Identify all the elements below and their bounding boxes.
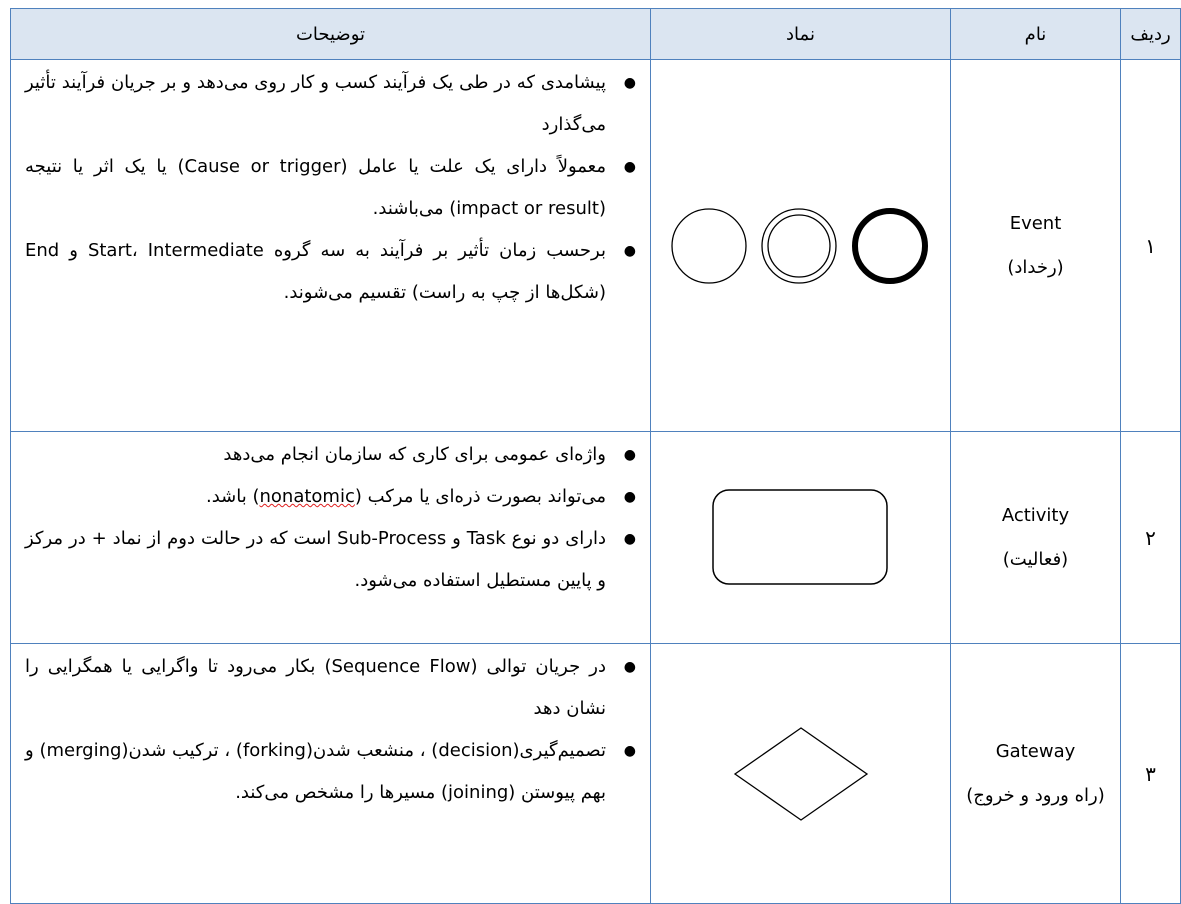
description-cell <box>11 644 651 904</box>
list-item: ● برحسب زمان تأثیر بر فرآیند به سه گروه Start، Intermediate و End (شکل‌ها از چپ به راست) تقسیم می‌شوند. <box>25 230 606 314</box>
list-item <box>25 476 606 518</box>
intermediate-event-outer-circle <box>762 209 836 283</box>
diamond-shape <box>735 728 867 820</box>
element-name-fa: (فعالیت) <box>1002 548 1069 570</box>
element-name-cell <box>951 60 1121 432</box>
table-row <box>11 432 1181 644</box>
row-number: ۲ <box>1121 432 1181 644</box>
symbol-cell <box>651 60 951 432</box>
element-name-en: Gateway <box>995 740 1076 762</box>
list-item: ● واژه‌ای عمومی برای کاری که سازمان انجام می‌دهد <box>25 434 606 476</box>
row-number: ۳ <box>1121 644 1181 904</box>
element-name-fa: (راه ورود و خروج) <box>966 784 1105 806</box>
start-event-circle <box>672 209 746 283</box>
symbol-cell <box>651 644 951 904</box>
description-cell <box>11 432 651 644</box>
list-item-text-after: ) باشد. <box>205 486 260 507</box>
header-name: نام <box>951 9 1121 60</box>
element-name-en: Activity <box>1001 504 1070 526</box>
header-description: توضیحات <box>11 9 651 60</box>
rounded-rectangle-shape <box>713 490 887 584</box>
header-row-number: ردیف <box>1121 9 1181 60</box>
header-row <box>11 9 1181 60</box>
end-event-circle <box>855 211 925 281</box>
description-list <box>25 646 640 814</box>
spellcheck-flagged-word: nonatomic <box>259 486 355 507</box>
list-item: ● معمولاً دارای یک علت یا عامل (Cause or trigger) یا یک اثر یا نتیجه (impact or result) می‌باشند. <box>25 146 606 230</box>
gateway-diamond-icon <box>731 726 871 822</box>
event-circles-icon <box>666 201 936 291</box>
description-cell <box>11 60 651 432</box>
list-item: ● دارای دو نوع Task و Sub-Process است که در حالت دوم از نماد + در مرکز و پایین مستطیل استفاده می‌شود. <box>25 518 606 602</box>
symbol-cell <box>651 432 951 644</box>
intermediate-event-inner-circle <box>768 215 830 277</box>
element-name-fa: (رخداد) <box>1007 256 1064 278</box>
header-symbol: نماد <box>651 9 951 60</box>
row-number: ۱ <box>1121 60 1181 432</box>
list-item-text-before: می‌تواند بصورت ذره‌ای یا مرکب ( <box>354 486 606 507</box>
bpmn-elements-table <box>10 8 1181 904</box>
list-item: ● پیشامدی که در طی یک فرآیند کسب و کار روی می‌دهد و بر جریان فرآیند تأثیر می‌گذارد <box>25 62 606 146</box>
element-name-cell <box>951 432 1121 644</box>
table-row <box>11 644 1181 904</box>
list-item: ● در جریان توالی (Sequence Flow) بکار می‌رود تا واگرایی یا همگرایی را نشان دهد <box>25 646 606 730</box>
table-row <box>11 60 1181 432</box>
activity-rectangle-icon <box>711 488 891 588</box>
element-name-cell <box>951 644 1121 904</box>
list-item: ● تصمیم‌گیری(decision) ، منشعب شدن(forking) ، ترکیب شدن(merging) و بهم پیوستن (joining) مسیرها را مشخص می‌کند. <box>25 730 606 814</box>
description-list <box>25 62 640 314</box>
description-list <box>25 434 640 602</box>
element-name-en: Event <box>1009 212 1062 234</box>
